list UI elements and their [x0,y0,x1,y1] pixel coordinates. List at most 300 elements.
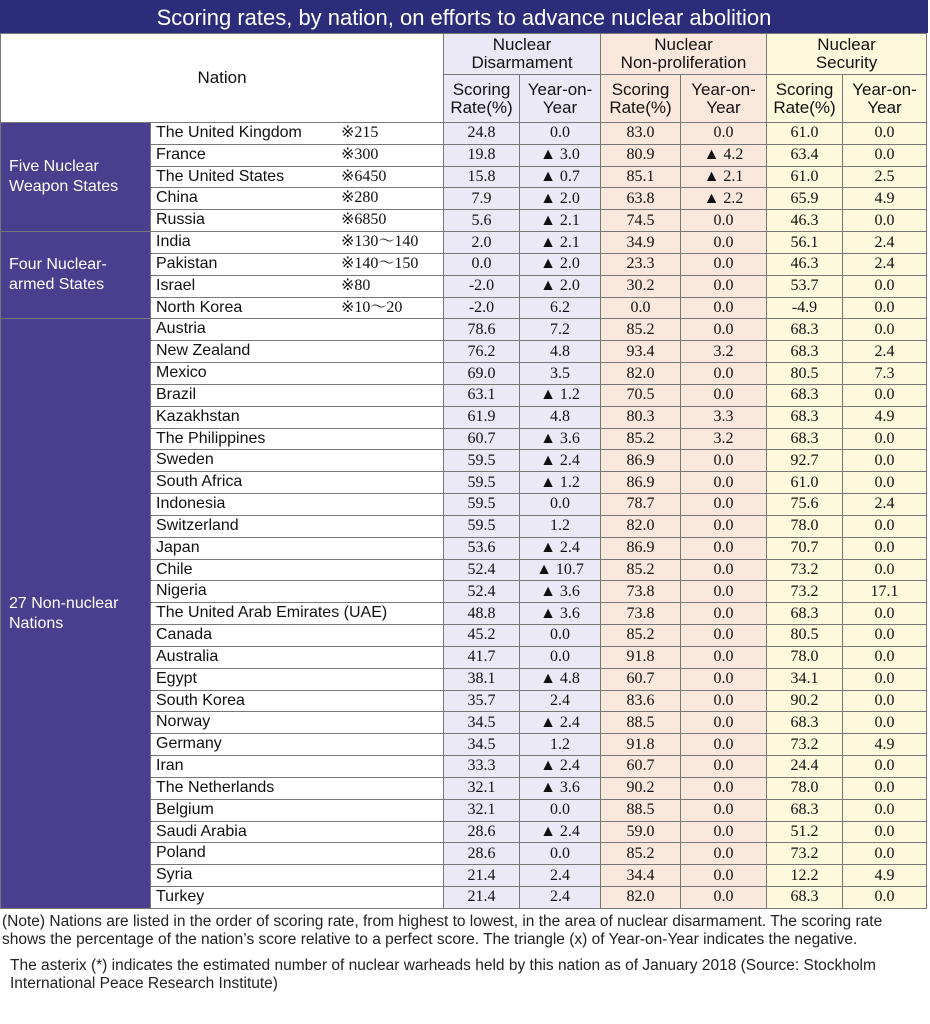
nation-name: Sweden [156,451,214,469]
nonproliferation-yoy-cell: 0.0 [681,210,767,232]
nonproliferation-yoy-cell: 0.0 [681,232,767,254]
security-yoy-cell: 0.0 [843,712,927,734]
nation-name: New Zealand [156,342,251,360]
security-yoy-cell: 4.9 [843,406,927,428]
disarmament-yoy-cell: 4.8 [520,341,601,363]
security-yoy-cell: 0.0 [843,777,927,799]
nation-name: Mexico [156,364,207,382]
disarmament-yoy-cell: 4.8 [520,406,601,428]
security-yoy-cell: 0.0 [843,559,927,581]
disarmament-rate-cell: 35.7 [444,690,520,712]
disarmament-yoy-cell: ▲ 3.0 [520,144,601,166]
nonproliferation-yoy-cell: 0.0 [681,494,767,516]
group-label-line2: Weapon States [9,178,119,196]
nation-cell [151,668,444,690]
nation-cell [151,690,444,712]
nation-name: Belgium [156,800,214,818]
nonproliferation-rate-cell: 90.2 [601,777,681,799]
nation-name: Indonesia [156,495,226,513]
security-rate-cell: 90.2 [767,690,843,712]
nonproliferation-rate-cell: 91.8 [601,646,681,668]
disarmament-rate-cell: 34.5 [444,712,520,734]
security-yoy-cell: 0.0 [843,428,927,450]
security-rate-cell: 68.3 [767,319,843,341]
nonproliferation-rate-cell: 23.3 [601,253,681,275]
security-rate-cell: 46.3 [767,253,843,275]
group-label [1,232,151,319]
disarmament-rate-header: Scoring Rate(%) [444,75,520,123]
nonproliferation-rate-cell: 86.9 [601,450,681,472]
disarmament-yoy-cell: ▲ 2.4 [520,756,601,778]
security-yoy-cell: 0.0 [843,123,927,145]
nation-name: The United Kingdom [156,124,302,141]
notes [2,913,926,993]
security-rate-cell: 53.7 [767,275,843,297]
security-rate-cell: 73.2 [767,581,843,603]
security-yoy-cell: 0.0 [843,886,927,908]
security-rate-cell: 61.0 [767,123,843,145]
group-label-line1: Five Nuclear [9,158,99,176]
security-rate-cell: 78.0 [767,646,843,668]
nonproliferation-rate-header: Scoring Rate(%) [601,75,681,123]
nonproliferation-yoy-cell: 0.0 [681,297,767,319]
security-yoy-cell: 0.0 [843,450,927,472]
disarmament-yoy-cell: ▲ 4.8 [520,668,601,690]
nonproliferation-yoy-cell: 0.0 [681,886,767,908]
security-yoy-cell: 2.4 [843,494,927,516]
nation-name: Switzerland [156,516,239,534]
nonproliferation-yoy-cell: 0.0 [681,275,767,297]
security-yoy-cell: 7.3 [843,363,927,385]
disarmament-yoy-cell: ▲ 2.1 [520,210,601,232]
scoring-table [0,33,927,909]
nation-cell [151,472,444,494]
nation-name: France [156,145,206,163]
nonproliferation-yoy-cell: 0.0 [681,603,767,625]
security-rate-cell: 70.7 [767,537,843,559]
security-rate-cell: 12.2 [767,865,843,887]
disarmament-yoy-cell: ▲ 2.4 [520,537,601,559]
nonproliferation-yoy-cell: 0.0 [681,821,767,843]
nonproliferation-rate-cell: 86.9 [601,472,681,494]
nonproliferation-yoy-cell: 0.0 [681,384,767,406]
disarmament-header-line2: Disarmament [471,53,573,72]
security-rate-cell: 73.2 [767,559,843,581]
disarmament-header [444,34,601,75]
security-rate-cell: 46.3 [767,210,843,232]
disarmament-rate-cell: 60.7 [444,428,520,450]
nation-name: Chile [156,560,193,578]
nation-cell [151,603,444,625]
nation-cell [151,232,444,254]
disarmament-rate-cell: 69.0 [444,363,520,385]
nation-name: Russia [156,211,205,229]
note-order-and-scoring: (Note) Nations are listed in the order of scoring rate, from highest to lowest, in the area of nuclear disarmament. The scoring rate shows the percentage of the nation’s score relative to a perfect score. The triangle (x) of Year-on-Year indicates the negative. [2,913,883,948]
disarmament-yoy-cell: 2.4 [520,865,601,887]
nonproliferation-yoy-cell: 0.0 [681,319,767,341]
disarmament-yoy-cell: ▲ 2.0 [520,188,601,210]
disarmament-yoy-cell: 6.2 [520,297,601,319]
security-yoy-cell: 0.0 [843,384,927,406]
nonproliferation-yoy-cell: 0.0 [681,843,767,865]
nation-name: The United Arab Emirates (UAE) [156,604,388,622]
security-rate-cell: 63.4 [767,144,843,166]
security-yoy-cell: 0.0 [843,799,927,821]
nation-cell [151,646,444,668]
nonproliferation-rate-cell: 60.7 [601,756,681,778]
security-yoy-cell: 4.9 [843,865,927,887]
disarmament-rate-cell: 21.4 [444,865,520,887]
disarmament-rate-cell: 48.8 [444,603,520,625]
disarmament-rate-cell: 15.8 [444,166,520,188]
security-rate-cell: 68.3 [767,712,843,734]
disarmament-rate-cell: 59.5 [444,515,520,537]
nonproliferation-rate-cell: 82.0 [601,515,681,537]
disarmament-yoy-cell: ▲ 1.2 [520,472,601,494]
disarmament-rate-cell: -2.0 [444,275,520,297]
disarmament-yoy-cell: ▲ 2.4 [520,821,601,843]
nonproliferation-yoy-cell: 0.0 [681,777,767,799]
disarmament-rate-cell: 2.0 [444,232,520,254]
warhead-estimate: ※300 [341,145,379,163]
nation-cell [151,537,444,559]
nation-name: Turkey [156,887,205,905]
disarmament-yoy-cell: 0.0 [520,123,601,145]
nation-cell [151,712,444,734]
nation-header: Nation [1,34,444,123]
nation-cell [151,275,444,297]
disarmament-yoy-cell: 1.2 [520,515,601,537]
table-row [1,232,927,254]
nonproliferation-yoy-cell: 0.0 [681,450,767,472]
security-rate-cell: 68.3 [767,603,843,625]
table-row [1,319,927,341]
warhead-estimate: ※6450 [341,167,387,185]
nonproliferation-rate-cell: 73.8 [601,581,681,603]
nation-cell [151,123,444,145]
nonproliferation-yoy-cell: 0.0 [681,472,767,494]
security-rate-header: Scoring Rate(%) [767,75,843,123]
security-rate-cell: 92.7 [767,450,843,472]
security-yoy-cell: 0.0 [843,821,927,843]
security-rate-cell: 65.9 [767,188,843,210]
nation-name: India [156,233,191,251]
disarmament-yoy-cell: 2.4 [520,690,601,712]
nonproliferation-yoy-header: Year-on- Year [681,75,767,123]
security-rate-cell: 68.3 [767,341,843,363]
nation-cell [151,756,444,778]
nonproliferation-rate-cell: 60.7 [601,668,681,690]
warhead-estimate: ※10～20 [341,298,403,316]
nation-name: Israel [156,276,196,294]
nonproliferation-rate-cell: 88.5 [601,799,681,821]
security-yoy-cell: 2.5 [843,166,927,188]
nation-cell [151,865,444,887]
nonproliferation-yoy-cell: 0.0 [681,712,767,734]
disarmament-rate-cell: 59.5 [444,494,520,516]
nonproliferation-rate-cell: 63.8 [601,188,681,210]
disarmament-rate-cell: 34.5 [444,734,520,756]
nonproliferation-rate-cell: 74.5 [601,210,681,232]
nonproliferation-rate-cell: 83.0 [601,123,681,145]
nation-name: The United States [156,167,285,185]
table-body [1,123,927,909]
group-label-line2: Nations [9,614,64,632]
disarmament-rate-cell: 52.4 [444,581,520,603]
nation-cell [151,428,444,450]
nonproliferation-yoy-cell: ▲ 2.2 [681,188,767,210]
disarmament-rate-cell: 38.1 [444,668,520,690]
disarmament-rate-cell: 21.4 [444,886,520,908]
nonproliferation-rate-cell: 85.2 [601,319,681,341]
nation-name: Saudi Arabia [156,822,247,840]
security-rate-cell: 61.0 [767,472,843,494]
nation-cell [151,799,444,821]
disarmament-rate-cell: 61.9 [444,406,520,428]
nation-cell [151,384,444,406]
nonproliferation-yoy-cell: 0.0 [681,799,767,821]
nonproliferation-rate-cell: 83.6 [601,690,681,712]
nonproliferation-yoy-cell: 3.3 [681,406,767,428]
disarmament-yoy-cell: 0.0 [520,625,601,647]
nation-cell [151,210,444,232]
nation-cell [151,341,444,363]
nonproliferation-yoy-cell: 0.0 [681,865,767,887]
nonproliferation-rate-cell: 91.8 [601,734,681,756]
nation-name: Kazakhstan [156,407,240,425]
nonproliferation-rate-cell: 85.1 [601,166,681,188]
security-yoy-cell: 0.0 [843,625,927,647]
security-rate-cell: 80.5 [767,363,843,385]
security-yoy-cell: 0.0 [843,319,927,341]
nation-cell [151,253,444,275]
nonproliferation-header-line1: Nuclear [654,35,713,54]
nation-name: China [156,189,198,207]
disarmament-rate-cell: 28.6 [444,821,520,843]
nation-cell [151,166,444,188]
security-rate-cell: 78.0 [767,515,843,537]
disarmament-rate-cell: 53.6 [444,537,520,559]
nonproliferation-rate-cell: 70.5 [601,384,681,406]
nation-name: Brazil [156,385,197,403]
disarmament-yoy-cell: 1.2 [520,734,601,756]
disarmament-rate-cell: 76.2 [444,341,520,363]
nation-name: The Philippines [156,429,266,447]
nonproliferation-rate-cell: 80.3 [601,406,681,428]
disarmament-rate-cell: 52.4 [444,559,520,581]
nation-cell [151,581,444,603]
disarmament-yoy-cell: ▲ 0.7 [520,166,601,188]
nation-name: North Korea [156,298,243,316]
nation-name: Norway [156,713,211,731]
warhead-estimate: ※280 [341,189,379,207]
disarmament-yoy-cell: ▲ 3.6 [520,581,601,603]
nonproliferation-rate-cell: 93.4 [601,341,681,363]
security-yoy-cell: 2.4 [843,341,927,363]
security-header-line2: Security [815,53,878,72]
nonproliferation-rate-cell: 30.2 [601,275,681,297]
disarmament-yoy-cell: ▲ 1.2 [520,384,601,406]
nation-name: Canada [156,626,213,644]
nonproliferation-rate-cell: 0.0 [601,297,681,319]
table-row [1,123,927,145]
nation-cell [151,188,444,210]
nation-name: Poland [156,844,206,862]
nonproliferation-yoy-cell: 0.0 [681,734,767,756]
nonproliferation-rate-cell: 82.0 [601,886,681,908]
nation-cell [151,406,444,428]
nonproliferation-yoy-cell: 0.0 [681,646,767,668]
security-rate-cell: 68.3 [767,886,843,908]
disarmament-header-line1: Nuclear [492,35,552,54]
disarmament-rate-cell: -2.0 [444,297,520,319]
disarmament-rate-cell: 7.9 [444,188,520,210]
disarmament-rate-cell: 19.8 [444,144,520,166]
group-label [1,123,151,232]
disarmament-yoy-cell: ▲ 3.6 [520,428,601,450]
disarmament-yoy-cell: 3.5 [520,363,601,385]
disarmament-rate-cell: 28.6 [444,843,520,865]
nonproliferation-rate-cell: 34.4 [601,865,681,887]
nonproliferation-yoy-cell: 0.0 [681,363,767,385]
nonproliferation-yoy-cell: 0.0 [681,253,767,275]
security-yoy-header: Year-on- Year [843,75,927,123]
disarmament-yoy-cell: 2.4 [520,886,601,908]
nonproliferation-rate-cell: 85.2 [601,625,681,647]
nation-name: South Korea [156,691,245,709]
security-rate-cell: 68.3 [767,384,843,406]
warhead-estimate: ※6850 [341,211,387,229]
disarmament-rate-cell: 63.1 [444,384,520,406]
nonproliferation-yoy-cell: 3.2 [681,341,767,363]
nation-cell [151,625,444,647]
security-yoy-cell: 0.0 [843,537,927,559]
disarmament-yoy-cell: ▲ 2.1 [520,232,601,254]
nation-cell [151,450,444,472]
disarmament-rate-cell: 5.6 [444,210,520,232]
security-rate-cell: 61.0 [767,166,843,188]
security-yoy-cell: 0.0 [843,668,927,690]
group-label-line2: armed States [9,276,105,294]
nation-cell [151,363,444,385]
nation-name: Iran [156,757,184,775]
security-yoy-cell: 0.0 [843,472,927,494]
disarmament-yoy-cell: ▲ 10.7 [520,559,601,581]
security-rate-cell: 80.5 [767,625,843,647]
security-rate-cell: 78.0 [767,777,843,799]
group-label-line1: 27 Non-nuclear [9,594,119,612]
security-rate-cell: 73.2 [767,734,843,756]
nation-cell [151,144,444,166]
group-label-line1: Four Nuclear- [9,256,107,274]
nation-name: Australia [156,647,219,665]
nonproliferation-header-line2: Non-proliferation [620,53,747,72]
security-yoy-cell: 2.4 [843,232,927,254]
warhead-estimate: ※80 [341,276,371,294]
nonproliferation-yoy-cell: 0.0 [681,668,767,690]
security-yoy-cell: 2.4 [843,253,927,275]
nonproliferation-yoy-cell: 0.0 [681,537,767,559]
disarmament-yoy-cell: ▲ 3.6 [520,777,601,799]
security-yoy-cell: 17.1 [843,581,927,603]
nonproliferation-yoy-cell: ▲ 4.2 [681,144,767,166]
security-yoy-cell: 0.0 [843,756,927,778]
disarmament-yoy-cell: ▲ 3.6 [520,603,601,625]
security-rate-cell: 24.4 [767,756,843,778]
nation-cell [151,734,444,756]
nation-name: Japan [156,538,200,556]
security-rate-cell: 73.2 [767,843,843,865]
disarmament-yoy-header: Year-on- Year [520,75,601,123]
disarmament-rate-cell: 78.6 [444,319,520,341]
nation-name: South Africa [156,473,243,491]
nonproliferation-rate-cell: 88.5 [601,712,681,734]
group-label [1,319,151,908]
nation-cell [151,821,444,843]
nonproliferation-rate-cell: 73.8 [601,603,681,625]
security-yoy-cell: 0.0 [843,690,927,712]
disarmament-yoy-cell: 7.2 [520,319,601,341]
security-yoy-cell: 0.0 [843,144,927,166]
security-rate-cell: 68.3 [767,406,843,428]
disarmament-yoy-cell: ▲ 2.4 [520,712,601,734]
disarmament-rate-cell: 24.8 [444,123,520,145]
security-yoy-cell: 0.0 [843,275,927,297]
disarmament-yoy-cell: ▲ 2.4 [520,450,601,472]
security-header [767,34,927,75]
disarmament-yoy-cell: ▲ 2.0 [520,253,601,275]
nonproliferation-yoy-cell: ▲ 2.1 [681,166,767,188]
disarmament-yoy-cell: 0.0 [520,494,601,516]
security-header-line1: Nuclear [817,35,876,54]
disarmament-rate-cell: 41.7 [444,646,520,668]
nonproliferation-yoy-cell: 0.0 [681,690,767,712]
disarmament-rate-cell: 0.0 [444,253,520,275]
nation-cell [151,319,444,341]
nonproliferation-rate-cell: 85.2 [601,843,681,865]
security-yoy-cell: 0.0 [843,603,927,625]
nation-name: Nigeria [156,582,207,600]
security-yoy-cell: 4.9 [843,734,927,756]
security-yoy-cell: 0.0 [843,297,927,319]
nation-name: The Netherlands [156,778,275,796]
nation-name: Syria [156,866,193,884]
note-warheads-source: The asterix (*) indicates the estimated number of nuclear warheads held by this nation as of January 2018 (Source: Stockholm International Peace Research Institute) [10,957,876,992]
nonproliferation-rate-cell: 85.2 [601,428,681,450]
security-yoy-cell: 4.9 [843,188,927,210]
security-rate-cell: 51.2 [767,821,843,843]
nonproliferation-yoy-cell: 0.0 [681,515,767,537]
nation-name: Germany [156,735,222,753]
nation-cell [151,559,444,581]
nonproliferation-yoy-cell: 0.0 [681,559,767,581]
disarmament-yoy-cell: 0.0 [520,843,601,865]
security-yoy-cell: 0.0 [843,515,927,537]
security-rate-cell: -4.9 [767,297,843,319]
nonproliferation-rate-cell: 85.2 [601,559,681,581]
security-yoy-cell: 0.0 [843,210,927,232]
security-rate-cell: 68.3 [767,799,843,821]
security-rate-cell: 75.6 [767,494,843,516]
nonproliferation-rate-cell: 86.9 [601,537,681,559]
nonproliferation-header [601,34,767,75]
nonproliferation-yoy-cell: 0.0 [681,756,767,778]
nation-cell [151,843,444,865]
nonproliferation-yoy-cell: 3.2 [681,428,767,450]
security-rate-cell: 34.1 [767,668,843,690]
disarmament-rate-cell: 59.5 [444,472,520,494]
nation-name: Austria [156,320,206,338]
